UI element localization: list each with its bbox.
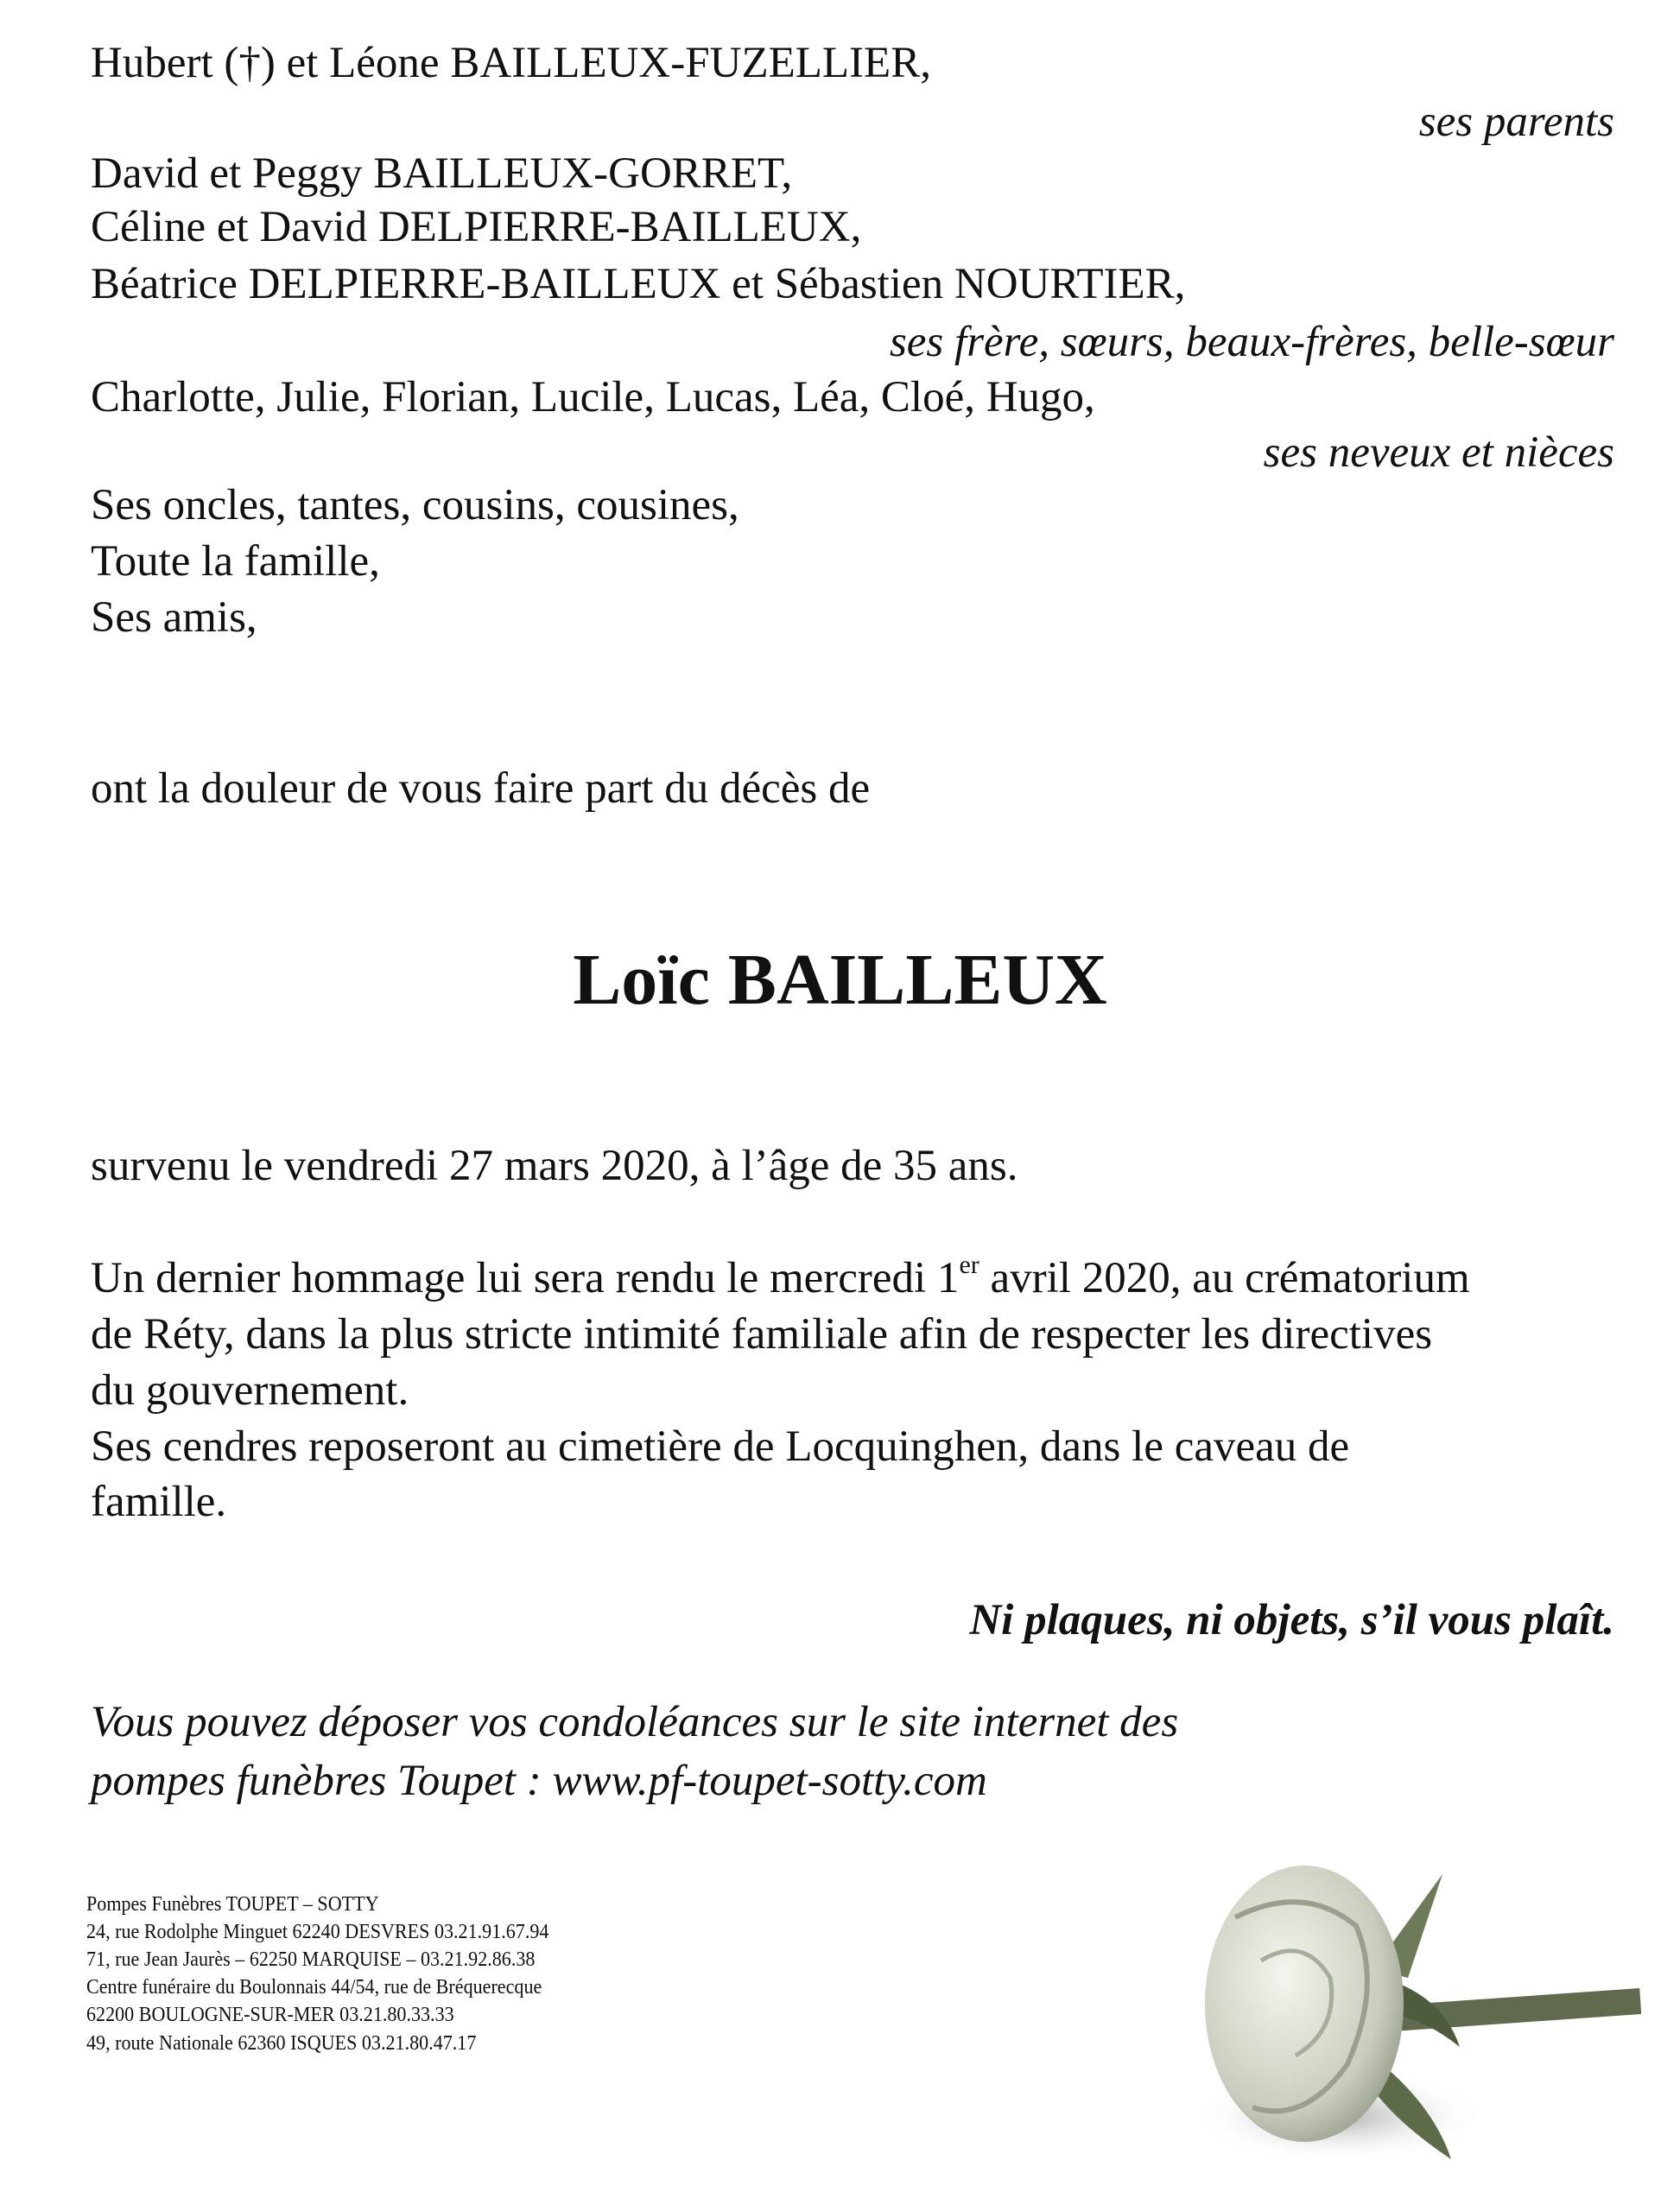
footer-line: Centre funéraire du Boulonnais 44/54, rue de Bréquerecque bbox=[86, 1976, 542, 1999]
death-info: survenu le vendredi 27 mars 2020, à l’âge de 35 ans. bbox=[91, 1142, 1018, 1190]
ordinal-sup: er bbox=[959, 1251, 979, 1279]
others-line: Ses oncles, tantes, cousins, cousines, bbox=[91, 481, 739, 529]
ceremony-line: du gouvernement. bbox=[91, 1366, 409, 1415]
ceremony-line: de Réty, dans la plus stricte intimité familiale afin de respecter les directives bbox=[91, 1310, 1433, 1359]
sibling-line: Béatrice DELPIERRE-BAILLEUX et Sébastien NOURTIER, bbox=[91, 260, 1186, 308]
footer-line: 71, rue Jean Jaurès – 62250 MARQUISE – 03.21.92.86.38 bbox=[86, 1948, 536, 1971]
nephews-role: ses neveux et nièces bbox=[1263, 428, 1614, 477]
footer-line: 24, rue Rodolphe Minguet 62240 DESVRES 03.21.91.67.94 bbox=[86, 1921, 549, 1943]
footer-line: Pompes Funèbres TOUPET – SOTTY bbox=[86, 1893, 379, 1916]
ceremony-text: avril 2020, au crématorium bbox=[979, 1254, 1470, 1302]
ceremony-line: Ses cendres reposeront au cimetière de Locquinghen, dans le caveau de bbox=[91, 1422, 1350, 1471]
ceremony-line: famille. bbox=[91, 1478, 227, 1526]
ceremony-text: Un dernier hommage lui sera rendu le mercredi 1 bbox=[91, 1254, 960, 1302]
footer-line: 49, route Nationale 62360 ISQUES 03.21.80.47.17 bbox=[86, 2032, 477, 2055]
siblings-role: ses frère, sœurs, beaux-frères, belle-sœur bbox=[889, 318, 1614, 366]
condolences-line: Vous pouvez déposer vos condoléances sur le site internet des bbox=[91, 1698, 1179, 1746]
deceased-name: Loïc BAILLEUX bbox=[573, 940, 1107, 1020]
footer-line: 62200 BOULOGNE-SUR-MER 03.21.80.33.33 bbox=[86, 2004, 454, 2026]
parents-role: ses parents bbox=[1418, 98, 1614, 146]
condolences-line: pompes funèbres Toupet : www.pf-toupet-sotty.com bbox=[91, 1757, 987, 1805]
others-line: Ses amis, bbox=[91, 593, 257, 642]
ceremony-line bbox=[91, 1251, 1470, 1306]
nephews-names: Charlotte, Julie, Florian, Lucile, Lucas, Léa, Cloé, Hugo, bbox=[91, 373, 1095, 421]
sibling-line: David et Peggy BAILLEUX-GORRET, bbox=[91, 149, 793, 198]
sibling-line: Céline et David DELPIERRE-BAILLEUX, bbox=[91, 203, 862, 251]
others-line: Toute la famille, bbox=[91, 537, 380, 586]
white-rose-image bbox=[1157, 1848, 1641, 2176]
parents-names: Hubert (†) et Léone BAILLEUX-FUZELLIER, bbox=[91, 39, 931, 87]
announcement: ont la douleur de vous faire part du décès de bbox=[91, 764, 871, 813]
no-flowers-request: Ni plaques, ni objets, s’il vous plaît. bbox=[969, 1596, 1614, 1644]
